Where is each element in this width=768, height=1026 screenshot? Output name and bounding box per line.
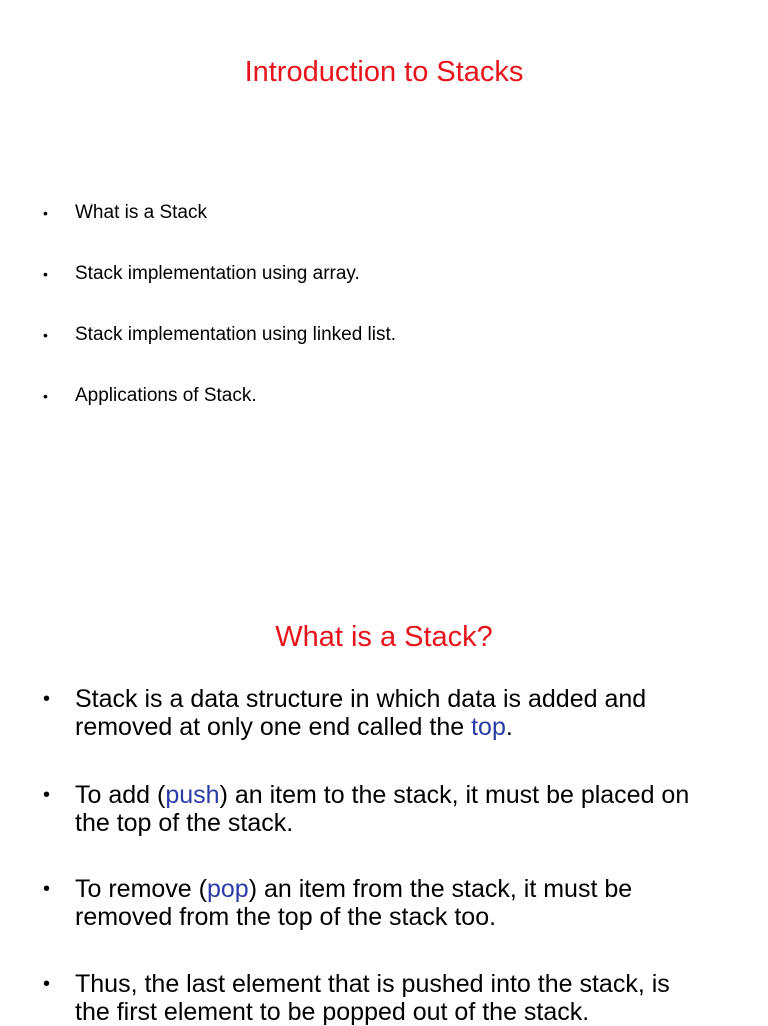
text-segment: ) an item from the stack, it must be — [248, 875, 633, 903]
text-line: Stack is a data structure in which data is added and — [75, 685, 647, 713]
text-line: the first element to be popped out of the stack. — [75, 998, 590, 1026]
bullet-icon: • — [43, 388, 48, 404]
bullet-icon: • — [43, 973, 51, 995]
text-line — [75, 875, 632, 903]
text-segment: ) an item to the stack, it must be placed on — [219, 781, 690, 809]
keyword-pop: pop — [206, 875, 249, 903]
slide-what-is-a-stack — [0, 512, 768, 1024]
list-item-text: Stack implementation using linked list. — [75, 324, 397, 345]
list-item-text: What is a Stack — [75, 202, 207, 223]
list-item-text — [75, 781, 689, 837]
list-item-text: Applications of Stack. — [75, 385, 257, 406]
text-line: the top of the stack. — [75, 809, 294, 837]
bullet-icon: • — [43, 688, 51, 710]
text-line: removed from the top of the stack too. — [75, 903, 497, 931]
slide-title: What is a Stack? — [275, 621, 493, 653]
list-item-text — [75, 685, 646, 741]
text-segment: To add ( — [75, 781, 166, 809]
slide-title: Introduction to Stacks — [244, 56, 524, 88]
text-segment: removed at only one end called the — [75, 713, 472, 741]
keyword-top: top — [471, 713, 506, 741]
text-line — [75, 713, 646, 741]
list-item-text: Stack implementation using array. — [75, 263, 360, 284]
bullet-icon: • — [43, 784, 51, 806]
text-segment: . — [505, 713, 513, 741]
slide-introduction — [0, 0, 768, 512]
bullet-icon: • — [43, 266, 48, 282]
bullet-icon: • — [43, 878, 51, 900]
list-item-text — [75, 970, 670, 1026]
list-item-text — [75, 875, 632, 931]
text-segment: To remove ( — [75, 875, 207, 903]
text-line: Thus, the last element that is pushed into the stack, is — [75, 970, 670, 998]
text-line — [75, 781, 689, 809]
keyword-push: push — [165, 781, 220, 809]
bullet-icon: • — [43, 327, 48, 343]
bullet-icon: • — [43, 205, 48, 221]
